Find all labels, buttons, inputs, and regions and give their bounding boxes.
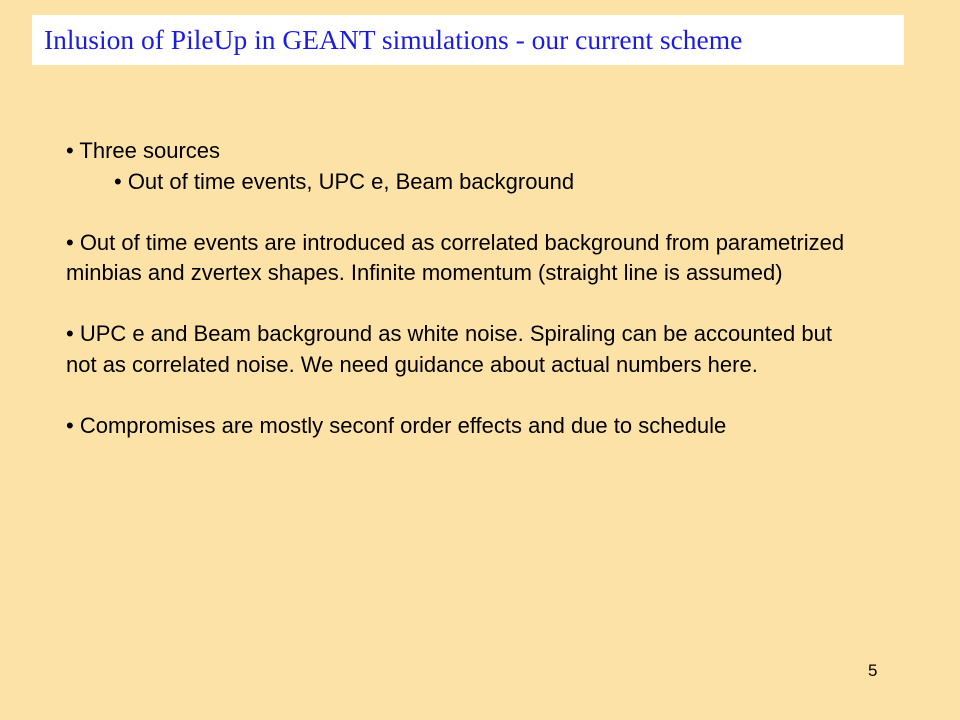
spacer xyxy=(66,197,846,228)
page-number: 5 xyxy=(868,661,878,680)
bullet-out-of-time-events: • Out of time events are introduced as correlated background from parametrized minbias and zvertex shapes. Infinite momentum (straight line is assumed) xyxy=(66,229,845,285)
spacer xyxy=(66,380,846,411)
bullet-three-sources: • Three sources xyxy=(66,138,221,163)
bullet-upc-beam-background: • UPC e and Beam background as white noise. Spiraling can be accounted but not as correlated noise. We need guidance about actual numbers here. xyxy=(66,321,832,377)
slide-title-box xyxy=(32,15,904,65)
sub-bullet-sources-list: • Out of time events, UPC e, Beam background xyxy=(114,168,575,194)
bullet-compromises: • Compromises are mostly seconf order effects and due to schedule xyxy=(66,412,727,438)
slide-content xyxy=(66,136,846,441)
spacer xyxy=(66,289,846,320)
slide-title: Inlusion of PileUp in GEANT simulations - our current scheme xyxy=(44,24,743,55)
